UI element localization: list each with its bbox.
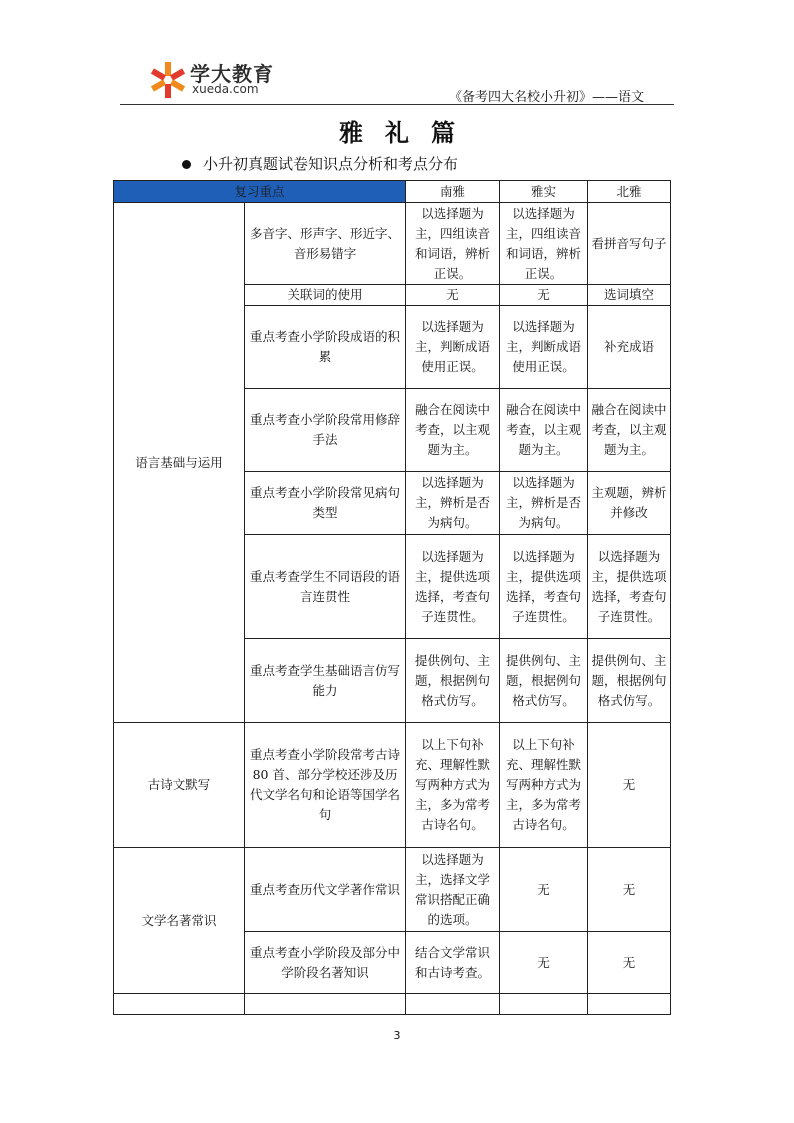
- nanya-cell: 以上下句补充、理解性默写两种方式为主，多为常考古诗名句。: [406, 723, 500, 848]
- beiya-cell: 无: [588, 932, 671, 994]
- header-nanya: 南雅: [406, 181, 500, 203]
- category-cell: 文学名著常识: [114, 848, 245, 994]
- nanya-cell: 以选择题为主，辨析是否为病句。: [406, 472, 500, 535]
- document-header-title: 《备考四大名校小升初》——语文: [448, 90, 644, 105]
- header-divider: [120, 104, 674, 105]
- nanya-cell: 以选择题为主，选择文学常识搭配正确的选项。: [406, 848, 500, 932]
- nanya-cell: 提供例句、主题，根据例句格式仿写。: [406, 639, 500, 723]
- table-row: [114, 203, 671, 285]
- page-title: 雅礼篇: [339, 119, 477, 147]
- exam-analysis-table: [113, 180, 671, 1015]
- category-cell: 语言基础与运用: [114, 203, 245, 723]
- topic-cell: 关联词的使用: [245, 285, 406, 306]
- empty-table-row: [114, 994, 671, 1015]
- empty-cell: [406, 994, 500, 1015]
- table-header-row: [114, 181, 671, 203]
- beiya-cell: 看拼音写句子: [588, 203, 671, 285]
- bullet-icon: [182, 160, 191, 169]
- nanya-cell: 以选择题为主，四组读音和词语，辨析正误。: [406, 203, 500, 285]
- beiya-cell: 无: [588, 723, 671, 848]
- yashi-cell: 以上下句补充、理解性默写两种方式为主，多为常考古诗名句。: [500, 723, 588, 848]
- nanya-cell: 以选择题为主，判断成语使用正误。: [406, 306, 500, 389]
- beiya-cell: 提供例句、主题，根据例句格式仿写。: [588, 639, 671, 723]
- table-row: [114, 723, 671, 848]
- header-review-focus: 复习重点: [114, 181, 406, 203]
- topic-cell: 重点考查小学阶段常用修辞手法: [245, 389, 406, 472]
- beiya-cell: 以选择题为主，提供选项选择，考查句子连贯性。: [588, 535, 671, 639]
- topic-cell: 重点考查历代文学著作常识: [245, 848, 406, 932]
- header-yashi: 雅实: [500, 181, 588, 203]
- topic-cell: 重点考查学生不同语段的语言连贯性: [245, 535, 406, 639]
- category-cell: 古诗文默写: [114, 723, 245, 848]
- topic-cell: 重点考查学生基础语言仿写能力: [245, 639, 406, 723]
- yashi-cell: 无: [500, 932, 588, 994]
- nanya-cell: 结合文学常识和古诗考查。: [406, 932, 500, 994]
- nanya-cell: 以选择题为主，提供选项选择，考查句子连贯性。: [406, 535, 500, 639]
- empty-cell: [588, 994, 671, 1015]
- xueda-logo: [148, 58, 288, 102]
- nanya-cell: 融合在阅读中考查，以主观题为主。: [406, 389, 500, 472]
- topic-cell: 重点考查小学阶段常考古诗 80 首、部分学校还涉及历代文学名句和论语等国学名句: [245, 723, 406, 848]
- subheading-text: 小升初真题试卷知识点分析和考点分布: [203, 155, 459, 173]
- topic-cell: 多音字、形声字、形近字、音形易错字: [245, 203, 406, 285]
- logo-text-en: xueda.com: [192, 82, 259, 96]
- logo-text-cn: 学大教育: [190, 62, 274, 86]
- beiya-cell: 选词填空: [588, 285, 671, 306]
- empty-cell: [245, 994, 406, 1015]
- header-beiya: 北雅: [588, 181, 671, 203]
- yashi-cell: 以选择题为主，提供选项选择，考查句子连贯性。: [500, 535, 588, 639]
- table-row: [114, 848, 671, 932]
- yashi-cell: 融合在阅读中考查，以主观题为主。: [500, 389, 588, 472]
- yashi-cell: 以选择题为主，判断成语使用正误。: [500, 306, 588, 389]
- beiya-cell: 无: [588, 848, 671, 932]
- section-subheading: [182, 153, 458, 174]
- yashi-cell: 以选择题为主，辨析是否为病句。: [500, 472, 588, 535]
- topic-cell: 重点考查小学阶段成语的积累: [245, 306, 406, 389]
- yashi-cell: 以选择题为主，四组读音和词语，辨析正误。: [500, 203, 588, 285]
- beiya-cell: 主观题，辨析并修改: [588, 472, 671, 535]
- yashi-cell: 无: [500, 848, 588, 932]
- beiya-cell: 融合在阅读中考查，以主观题为主。: [588, 389, 671, 472]
- yashi-cell: 提供例句、主题，根据例句格式仿写。: [500, 639, 588, 723]
- yashi-cell: 无: [500, 285, 588, 306]
- xueda-logo-mark-icon: [148, 60, 188, 100]
- topic-cell: 重点考查小学阶段常见病句类型: [245, 472, 406, 535]
- beiya-cell: 补充成语: [588, 306, 671, 389]
- topic-cell: 重点考查小学阶段及部分中学阶段名著知识: [245, 932, 406, 994]
- empty-cell: [500, 994, 588, 1015]
- empty-cell: [114, 994, 245, 1015]
- page-number: 3: [393, 1029, 401, 1042]
- nanya-cell: 无: [406, 285, 500, 306]
